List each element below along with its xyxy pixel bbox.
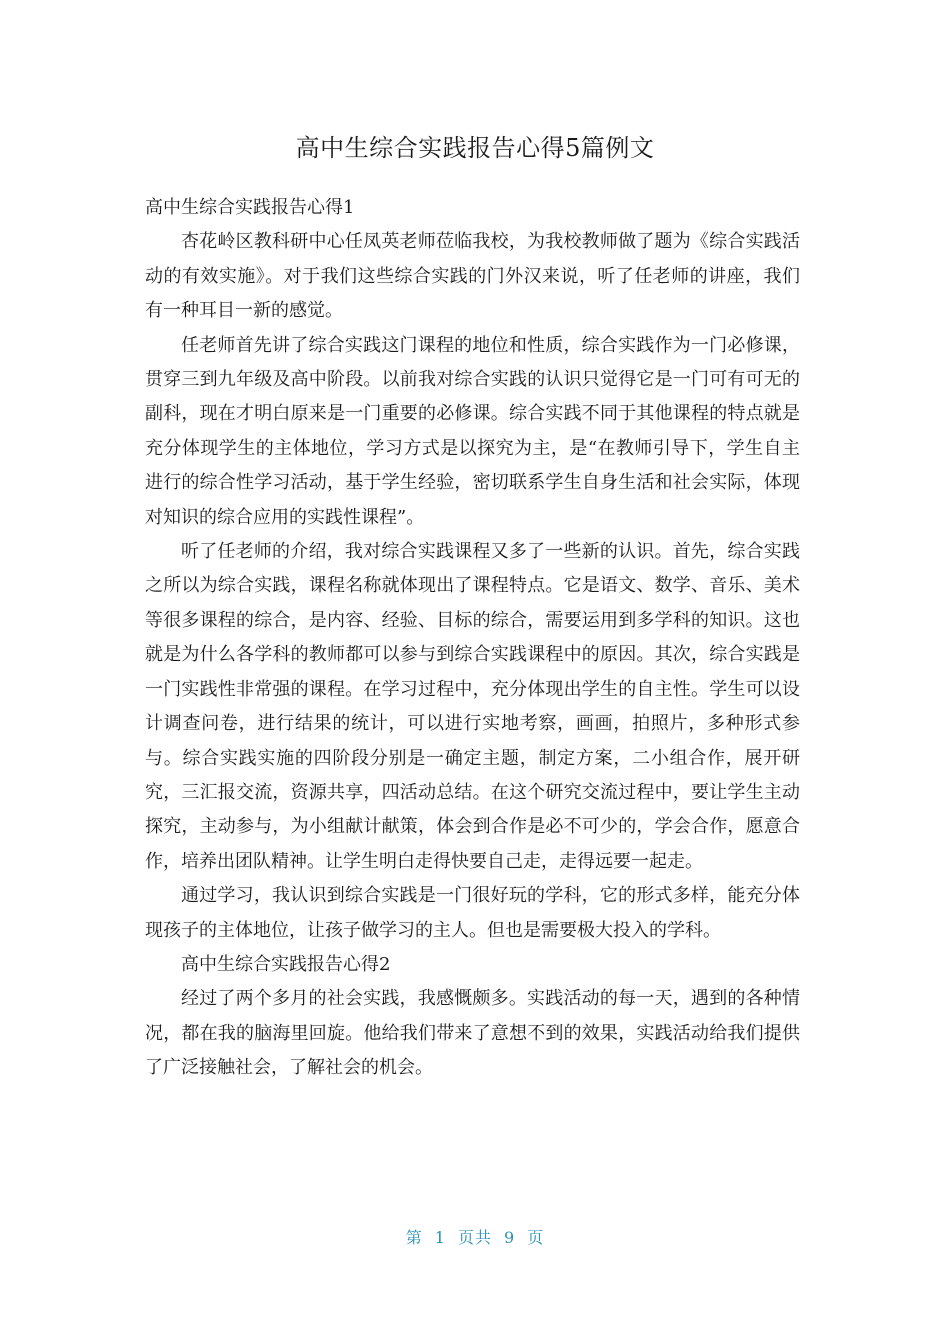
document-body: [145, 191, 800, 1086]
page-label-suffix: 页: [527, 1228, 545, 1247]
total-pages-number: 9: [504, 1228, 516, 1247]
page-label-mid: 页共: [457, 1228, 492, 1247]
section-heading-1: 高中生综合实践报告心得1: [145, 197, 355, 218]
page-footer: [0, 1226, 950, 1250]
paragraph: 任老师首先讲了综合实践这门课程的地位和性质，综合实践作为一门必修课，贯穿三到九年级及高中阶段。以前我对综合实践的认识只觉得它是一门可有可无的副科，现在才明白原来是一门重要的必修课。综合实践不同于其他课程的特点就是充分体现学生的主体地位，学习方式是以探究为主，是“在教师引导下，学生自主进行的综合性学习活动，基于学生经验，密切联系学生自身生活和社会实际，体现对知识的综合应用的实践性课程”。: [145, 334, 800, 528]
paragraph: 听了任老师的介绍，我对综合实践课程又多了一些新的认识。首先，综合实践之所以为综合实践，课程名称就体现出了课程特点。它是语文、数学、音乐、美术等很多课程的综合，是内容、经验、目标的综合，需要运用到多学科的知识。这也就是为什么各学科的教师都可以参与到综合实践课程中的原因。其次，综合实践是一门实践性非常强的课程。在学习过程中，充分体现出学生的自主性。学生可以设计调查问卷，进行结果的统计，可以进行实地考察，画画，拍照片，多种形式参与。综合实践实施的四阶段分别是一确定主题，制定方案，二小组合作，展开研究，三汇报交流，资源共享，四活动总结。在这个研究交流过程中，要让学生主动探究，主动参与，为小组献计献策，体会到合作是必不可少的，学会合作，愿意合作，培养出团队精神。让学生明白走得快要自己走，走得远要一起走。: [145, 541, 800, 872]
paragraph: 杏花岭区教科研中心任凤英老师莅临我校，为我校教师做了题为《综合实践活动的有效实施》。对于我们这些综合实践的门外汉来说，听了任老师的讲座，我们有一种耳目一新的感觉。: [145, 231, 800, 322]
current-page-number: 1: [434, 1228, 446, 1247]
page-label-prefix: 第: [405, 1228, 423, 1247]
paragraph: 通过学习，我认识到综合实践是一门很好玩的学科，它的形式多样，能充分体现孩子的主体地位，让孩子做学习的主人。但也是需要极大投入的学科。: [145, 885, 800, 941]
document-title: 高中生综合实践报告心得5篇例文: [295, 134, 655, 162]
section-heading-2: 高中生综合实践报告心得2: [181, 953, 391, 975]
paragraph: 经过了两个多月的社会实践，我感慨颇多。实践活动的每一天，遇到的各种情况，都在我的脑海里回旋。他给我们带来了意想不到的效果，实践活动给我们提供了广泛接触社会，了解社会的机会。: [145, 988, 800, 1079]
